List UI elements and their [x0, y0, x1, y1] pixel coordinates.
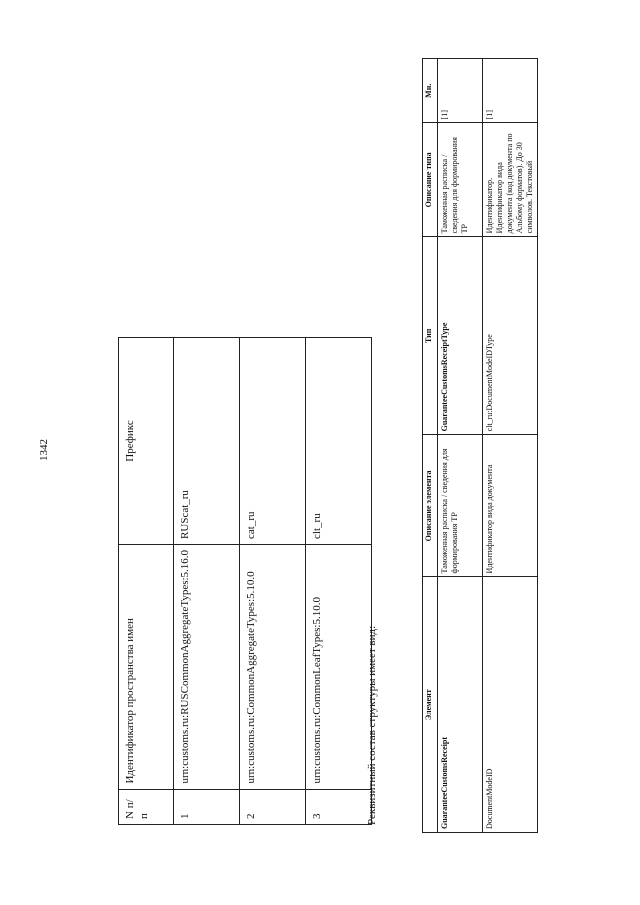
column-header: N п/п [119, 789, 174, 824]
element-type: clt_ru:DocumentModeIDType [483, 237, 538, 435]
table-row [174, 338, 240, 825]
column-header: Описание элемента [423, 435, 438, 577]
column-header: Описание типа [423, 123, 438, 237]
element-name: DocumentModeID [483, 577, 538, 833]
column-header: Тип [423, 237, 438, 435]
table-row [306, 338, 372, 825]
table-header-row [423, 59, 438, 833]
column-header: Идентификатор пространства имен [119, 544, 174, 789]
column-header: Мн. [423, 59, 438, 123]
table-row [240, 338, 306, 825]
multiplicity: [1] [483, 59, 538, 123]
page-number: 1342 [38, 439, 50, 461]
row-number: 1 [174, 789, 240, 824]
type-description: Идентификатор. Идентификатор вида документа (код документа по Альбому форматов). До 30 символов. Текстовый [483, 123, 538, 237]
element-name: GuaranteeCustomsReceipt [438, 577, 483, 833]
element-description: Таможенная расписка / сведения для формирования ТР [438, 435, 483, 577]
table-row [438, 59, 483, 833]
namespace-prefix: RUScat_ru [174, 338, 240, 545]
row-number: 3 [306, 789, 372, 824]
namespace-table [118, 337, 372, 825]
namespace-id: urn:customs.ru:CommonAggregateTypes:5.10.0 [240, 544, 306, 789]
element-type: GuaranteeCustomsReceiptType [438, 237, 483, 435]
table-header-row [119, 338, 174, 825]
row-number: 2 [240, 789, 306, 824]
structure-intro-text: Реквизитный состав структуры имеет вид: [366, 625, 378, 825]
namespace-prefix: clt_ru [306, 338, 372, 545]
type-description: Таможенная расписка / сведения для формирования ТР [438, 123, 483, 237]
column-header: Префикс [119, 338, 174, 545]
column-header: Элемент [423, 577, 438, 833]
table-row [483, 59, 538, 833]
namespace-id: urn:customs.ru:RUSCommonAggregateTypes:5.16.0 [174, 544, 240, 789]
namespace-id: urn:customs.ru:CommonLeafTypes:5.10.0 [306, 544, 372, 789]
structure-table [422, 58, 538, 833]
multiplicity: [1] [438, 59, 483, 123]
namespace-prefix: cat_ru [240, 338, 306, 545]
element-description: Идентификатор вида документа [483, 435, 538, 577]
